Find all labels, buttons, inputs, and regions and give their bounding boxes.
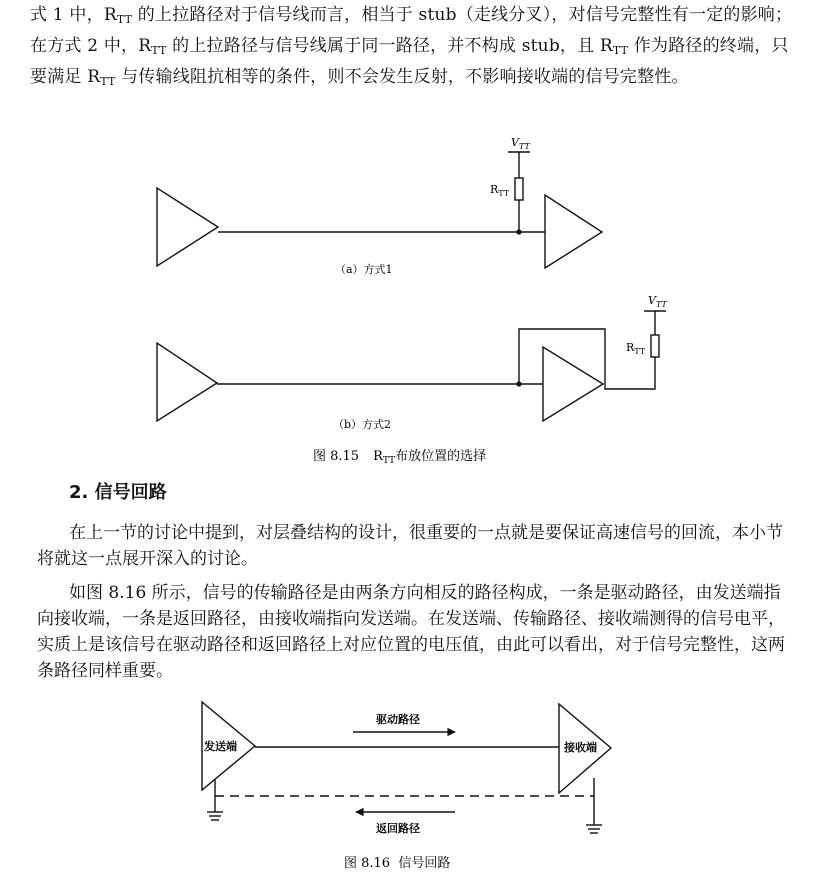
- figure-8-15-caption: 图 8.15 $R_{TT}$布放位置的选择: [313, 449, 487, 466]
- vtt-label-b: $V_{TT}$: [648, 294, 667, 309]
- figure-label-a: （a）方式1: [335, 263, 393, 276]
- figure-8-16-caption: 图 8.16 信号回路: [344, 856, 451, 871]
- receiver-label: 接收端: [564, 741, 597, 754]
- section-heading: 2. 信号回路: [69, 482, 167, 503]
- paragraph-rtt-discussion: 式 1 中，$R_{TT}$ 的上拉路径对于信号线而言，相当于 stub（走线分叉），对信号完整性有一定的影响；在方式 2 中，$R_{TT}$ 的上拉路径与信号线属于同一路径，并不构成 stub，且 $R_{TT}$ 作为路径的终端，只要满足 $R_{TT}$ 与传输线阻抗相等的条件，则不会发生反射，不影响接收端的信号完整性。: [30, 5, 793, 88]
- rtt-route-b: [519, 329, 655, 389]
- figure-8-16: [0, 690, 829, 885]
- paragraph-intro: 在上一节的讨论中提到，对层叠结构的设计，很重要的一点就是要保证高速信号的回流，本小节将就这一点展开深入的讨论。: [37, 523, 783, 569]
- drive-path-label: 驱动路径: [376, 713, 420, 726]
- rtt-resistor-a: [515, 178, 523, 200]
- rtt-label-a: $R_{TT}$: [490, 183, 510, 198]
- receiver-buffer-a: [545, 195, 602, 268]
- junction-dot-b: [516, 381, 521, 386]
- figure-label-b: （b）方式2: [333, 418, 392, 431]
- rtt-label-b: $R_{TT}$: [626, 341, 646, 356]
- driver-buffer-a: [157, 188, 218, 266]
- sender-label: 发送端: [204, 740, 237, 753]
- paragraph-signal-paths: 如图 8.16 所示，信号的传输路径是由两条方向相反的路径构成，一条是驱动路径，由发送端指向接收端，一条是返回路径，由接收端指向发送端。在发送端、传输路径、接收端测得的信号电平，实质上是该信号在驱动路径和返回路径上对应位置的电压值，由此可以看出，对于信号完整性，这两条路径同样重要。: [37, 583, 785, 681]
- receiver-buffer-b: [543, 347, 603, 421]
- vtt-label-a: $V_{TT}$: [511, 136, 530, 151]
- junction-dot-a: [516, 229, 521, 234]
- return-path-label: 返回路径: [376, 822, 420, 835]
- driver-buffer-b: [157, 343, 217, 421]
- rtt-resistor-b: [651, 335, 659, 357]
